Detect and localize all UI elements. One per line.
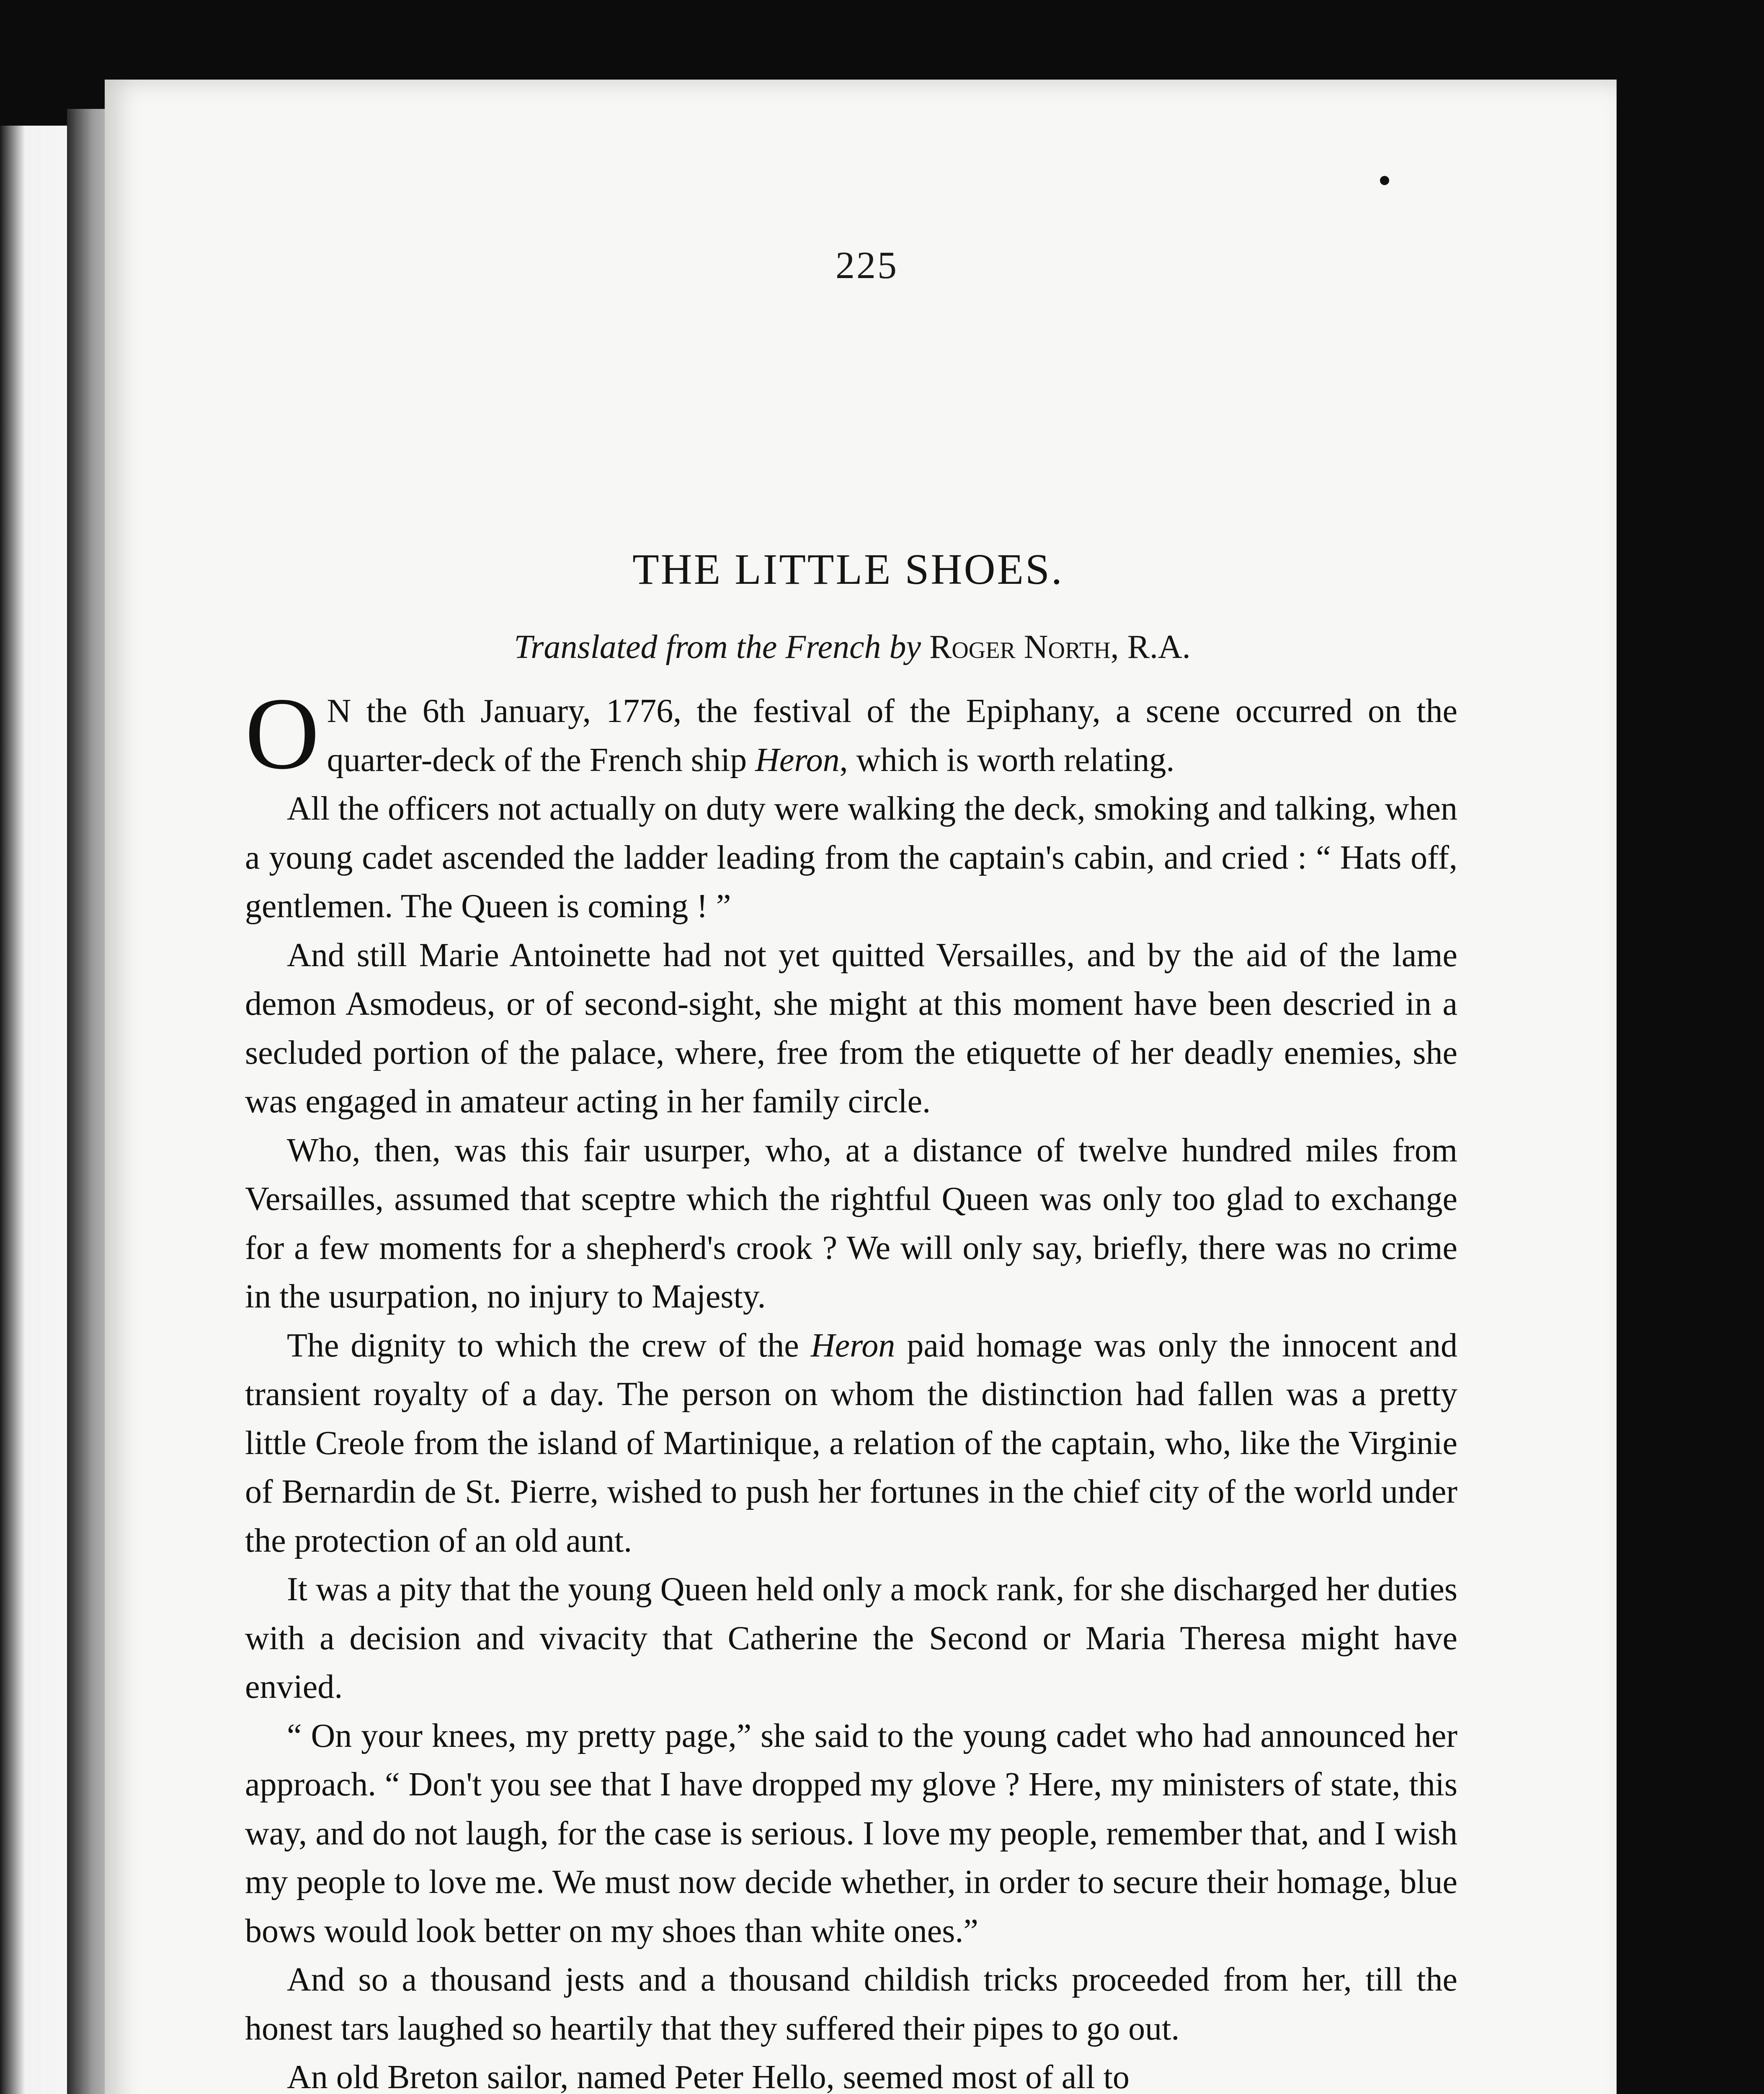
- paragraph-5-start: The dignity to which the crew of the: [287, 1327, 811, 1364]
- paragraph-5-end: paid homage was only the innocent and transient royalty of a day. The person on whom the distinction had fallen was a pretty little Creole from the island of Martinique, a relation of the captain, who, like the Virginie of Bernardin de St. Pierre, wished to push her fortunes in the chief city of the world under the protection of an old aunt.: [245, 1327, 1458, 1559]
- paragraph-5: [245, 1321, 1457, 1565]
- drop-cap-letter: O: [245, 677, 320, 791]
- paragraph-3: And still Marie Antoinette had not yet quitted Versailles, and by the aid of the lame demon Asmodeus, or of second-sight, she might at this moment have been descried in a secluded portion of the palace, where, free from the etiquette of her deadly enemies, she was engaged in amateur acting in her family circle.: [245, 936, 1457, 1120]
- byline-author: Roger North, R.A.: [929, 629, 1191, 665]
- story-body: [245, 677, 1458, 2094]
- paragraph-1-end: , which is worth relating.: [839, 741, 1175, 779]
- story-title: THE LITTLE SHOES.: [632, 545, 1064, 593]
- paragraph-4: Who, then, was this fair usurper, who, at a distance of twelve hundred miles from Versailles, assumed that sceptre which the rightful Queen was only too glad to exchange for a few moments for a shepherd's crook ? We will only say, briefly, there was no crime in the usurpation, no injury to Majesty.: [245, 1132, 1457, 1315]
- paragraph-1: [245, 677, 1457, 791]
- dust-speck: [1380, 176, 1389, 185]
- paragraph-1-text: N the 6th January, 1776, the festival of the Epiphany, a scene occurred on the quarter-deck of the French ship: [327, 693, 1457, 779]
- paragraph-2: All the officers not actually on duty were walking the deck, smoking and talking, when a young cadet ascended the ladder leading from the captain's cabin, and cried : “ Hats off, gentlemen. The Queen is coming ! ”: [245, 790, 1457, 925]
- paragraph-9: An old Breton sailor, named Peter Hello, seemed most of all to: [287, 2059, 1130, 2094]
- paragraph-8: And so a thousand jests and a thousand childish tricks proceeded from her, till the honest tars laughed so heartily that they suffered their pipes to go out.: [245, 1961, 1457, 2047]
- ship-name: Heron: [810, 1327, 895, 1364]
- byline-prefix: Translated from the French by: [514, 629, 921, 665]
- page-number: 225: [836, 244, 898, 286]
- ship-name: Heron: [755, 741, 840, 779]
- paragraph-6: It was a pity that the young Queen held only a mock rank, for she discharged her duties with a decision and vivacity that Catherine the Second or Maria Theresa might have envied.: [245, 1571, 1457, 1705]
- byline: [444, 628, 1261, 666]
- facing-page-edge: [0, 126, 71, 2094]
- paragraph-7: “ On your knees, my pretty page,” she said to the young cadet who had announced her approach. “ Don't you see that I have dropped my glove ? Here, my ministers of state, this way, and do not laugh, for the case is serious. I love my people, remember that, and I wish my people to love me. We must now decide whether, in order to secure their homage, blue bows would look better on my shoes than white ones.”: [245, 1717, 1457, 1950]
